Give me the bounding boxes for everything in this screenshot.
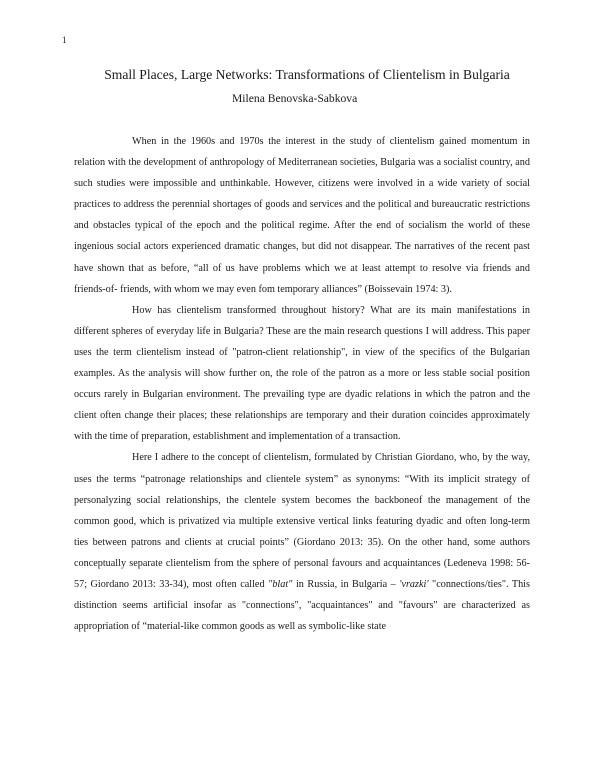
paragraph-2: How has clientelism transformed throughout history? What are its main manifestations in different spheres of everyday life in Bulgaria? These are the main research questions I will address. This paper uses the term clientelism instead of "patron-client relationship", in view of the specifics of the Bulgarian examples. As the analysis will show further on, the role of the patron as a more or less stable social position occurs rarely in Bulgarian environment. The prevailing type are dyadic relations in which the patron and the client often change their places; these relationships are temporary and their duration coincides approximately with the time of preparation, establishment and implementation of a transaction.	[74, 304, 530, 443]
paragraph-3	[74, 447, 530, 637]
author-name: Milena Benovska-Sabkova	[232, 92, 358, 105]
paper-title: Small Places, Large Networks: Transformations of Clientelism in Bulgaria	[104, 67, 510, 82]
paragraph-3-text-after: "connections/ties". This distinction seems artificial insofar as "connections", "acquaintances" and "favours" are characterized as appropriation of “material-like common goods as well as symbolic-like state	[74, 578, 530, 633]
term-blat: "blat"	[268, 578, 293, 590]
paragraph-3-text-before: Here I adhere to the concept of clientelism, formulated by Christian Giordano, who, by the way, uses the terms “patronage relationships and clientele system” as synonyms: “With its implicit strategy of personalyzing social relationships, the clentele system becomes the backboneof the management of the common good, which is privatized via multiple extensive vertical links featuring dyadic and often long-term ties between patrons and clients at crucial points” (Giordano 2013: 35). On the other hand, some authors conceptually separate clientelism from the sphere of personal favours and acquaintances (Ledeneva 1998: 56-57; Giordano 2013: 33-34), most often called	[74, 452, 530, 590]
page-number: 1	[62, 35, 67, 45]
paragraph-3-text-middle: in Russia, in Bulgaria –	[292, 578, 400, 590]
body-text	[74, 131, 530, 637]
paragraph-1: When in the 1960s and 1970s the interest in the study of clientelism gained momentum in relation with the development of anthropology of Mediterranean societies, Bulgaria was a socialist country, and such studies were impossible and unthinkable. However, citizens were involved in a wide variety of social practices to address the perennial shortages of goods and services and the political and bureaucratic restrictions and obstacles typical of the epoch and the political regime. After the end of socialism the world of these ingenious social actors experienced dramatic changes, but did not disappear. The narratives of the recent past have shown that as before, “all of us have problems which we at least attempt to resolve via friends and friends-of- friends, with whom we may even fom temporary alliances” (Boissevain 1974: 3).	[74, 136, 530, 295]
term-vrazki: 'vrazki'	[399, 578, 429, 590]
